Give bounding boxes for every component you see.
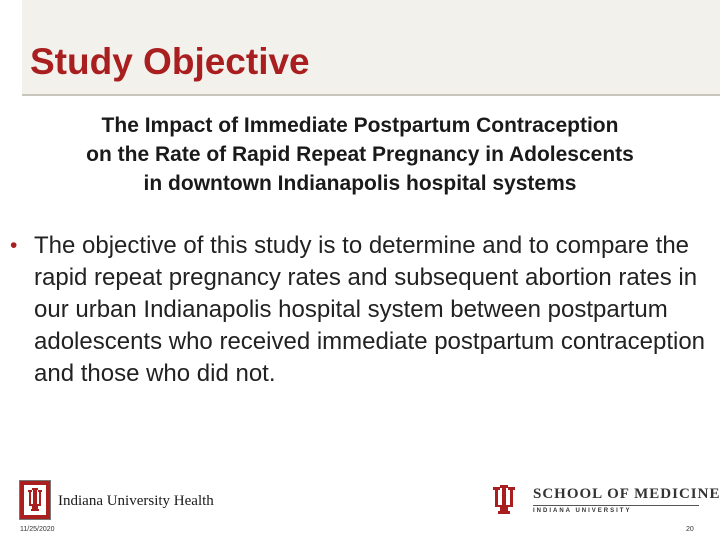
slide-date: 11/25/2020 bbox=[20, 526, 55, 533]
school-of-medicine-wordmark: SCHOOL OF MEDICINE bbox=[533, 486, 720, 502]
indiana-university-wordmark: INDIANA UNIVERSITY bbox=[533, 508, 632, 514]
title-divider bbox=[22, 94, 720, 96]
slide-title: Study Objective bbox=[30, 41, 310, 82]
bullet-marker: • bbox=[10, 234, 18, 257]
iu-health-wordmark: Indiana University Health bbox=[58, 493, 214, 509]
subtitle-line: The Impact of Immediate Postpartum Contraception bbox=[101, 114, 619, 137]
iu-health-logo-icon bbox=[19, 480, 51, 520]
bullet-text: The objective of this study is to determine and to compare the rapid repeat pregnancy rates and subsequent abortion rates in our urban Indianapolis hospital system between postpartum adolescents who received immediate postpartum contraception and those who did not. bbox=[34, 232, 706, 387]
page-number: 20 bbox=[686, 526, 694, 533]
subtitle-line: on the Rate of Rapid Repeat Pregnancy in Adolescents bbox=[86, 143, 634, 166]
logo-divider bbox=[533, 505, 699, 506]
iu-trident-icon bbox=[490, 484, 518, 518]
slide-subtitle bbox=[0, 111, 720, 198]
iu-trident-icon bbox=[25, 486, 45, 514]
subtitle-line: in downtown Indianapolis hospital systems bbox=[143, 172, 577, 195]
